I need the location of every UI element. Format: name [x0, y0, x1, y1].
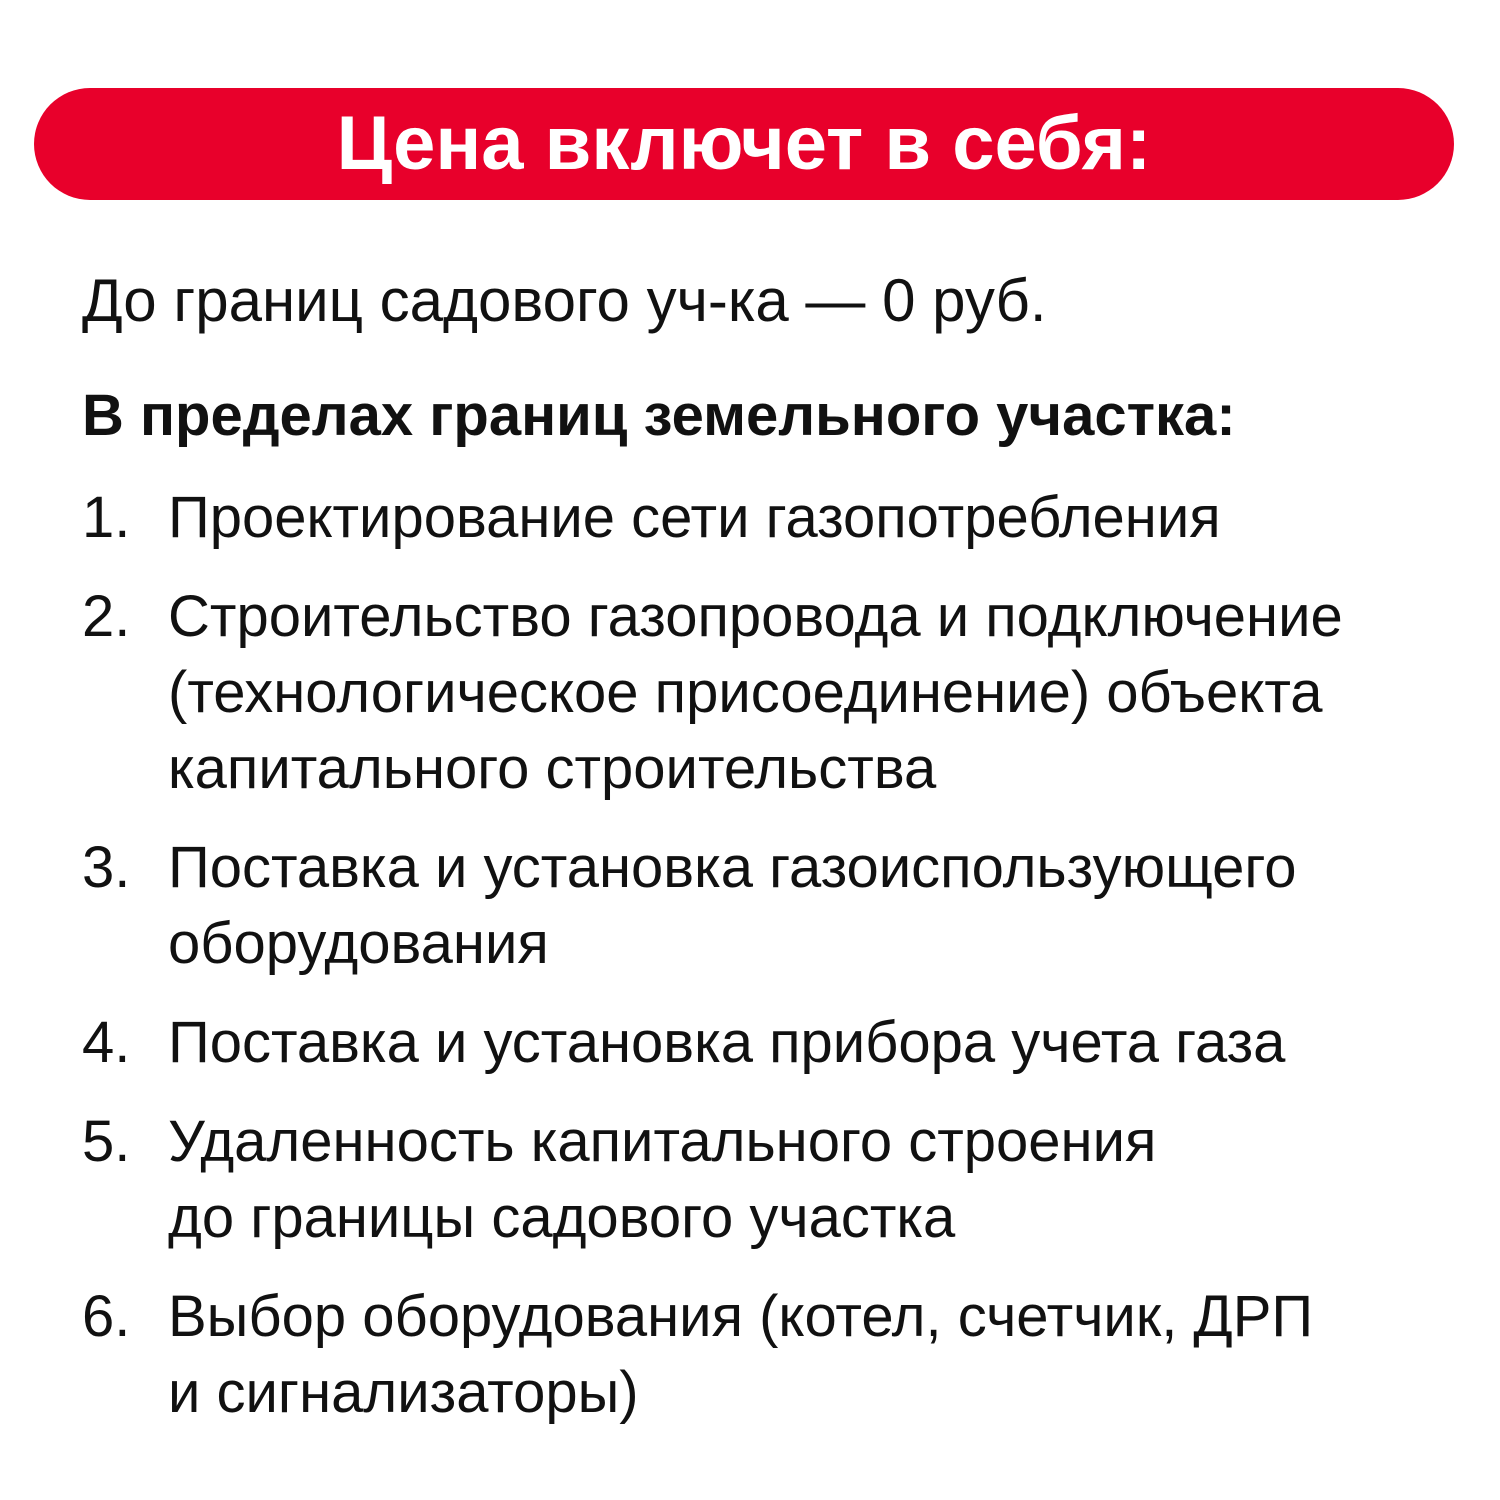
- list-item-text: Проектирование сети газопотребления: [168, 485, 1221, 550]
- list-item: [82, 830, 1462, 982]
- list-item-text: оборудования: [168, 911, 549, 976]
- list-item-text: Поставка и установка газоиспользующего: [168, 835, 1297, 900]
- list-item-text: капитального строительства: [168, 736, 937, 801]
- list-item: [82, 1104, 1462, 1256]
- list-item-text: Выбор оборудования (котел, счетчик, ДРП: [168, 1284, 1314, 1349]
- list-item-text: Строительство газопровода и подключение: [168, 584, 1343, 649]
- list-item-text: Удаленность капитального строения: [168, 1109, 1157, 1174]
- list-item-number: 4.: [82, 1010, 131, 1075]
- section-title: В пределах границ земельного участка:: [82, 383, 1236, 448]
- list-item-number: 3.: [82, 835, 131, 900]
- list-item-number: 1.: [82, 485, 131, 550]
- list-item-text: и сигнализаторы): [168, 1360, 639, 1425]
- included-items-list: [82, 480, 1462, 1454]
- list-item-text: Поставка и установка прибора учета газа: [168, 1010, 1286, 1075]
- intro-text: До границ садового уч-ка — 0 руб.: [82, 267, 1047, 334]
- list-item: [82, 579, 1462, 807]
- list-item: [82, 1005, 1462, 1081]
- list-item-number: 2.: [82, 584, 131, 649]
- list-item-number: 6.: [82, 1284, 131, 1349]
- list-item-text: (технологическое присоединение) объекта: [168, 660, 1323, 725]
- header-banner: [34, 88, 1454, 200]
- list-item-number: 5.: [82, 1109, 131, 1174]
- banner-title: Цена включет в себя:: [336, 101, 1152, 186]
- list-item: [82, 480, 1462, 556]
- list-item-text: до границы садового участка: [168, 1185, 956, 1250]
- list-item: [82, 1279, 1462, 1431]
